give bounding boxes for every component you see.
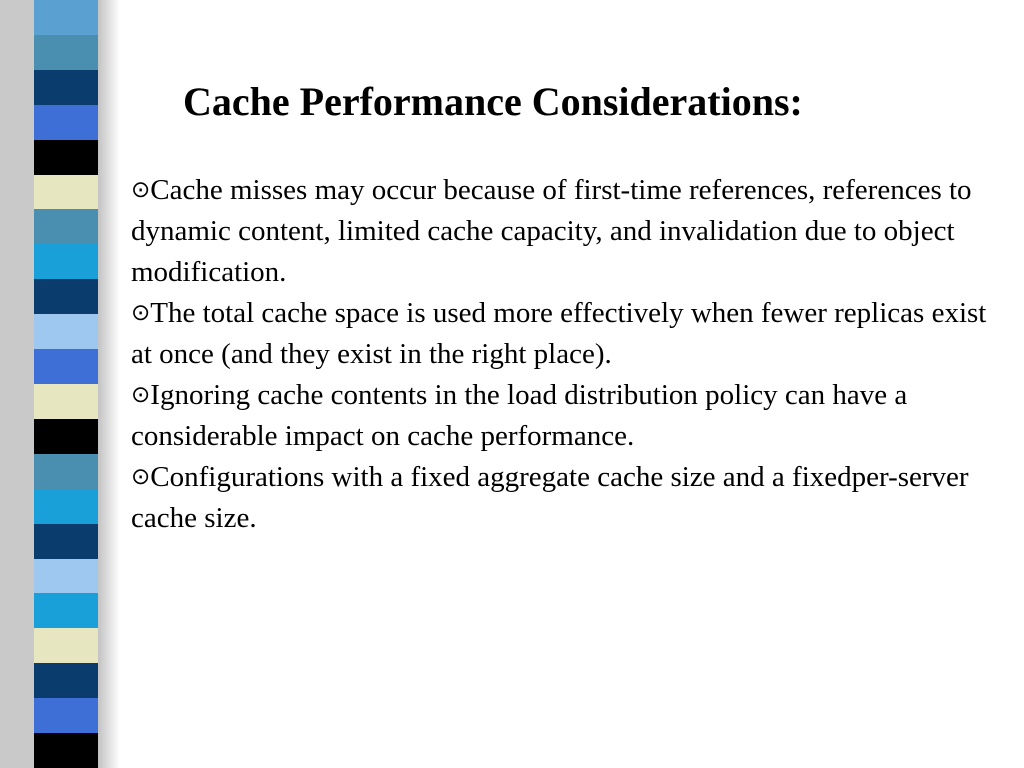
bullet-marker-icon: ⊙ — [131, 464, 151, 490]
bullet-item — [131, 375, 991, 457]
bullet-item — [131, 293, 991, 375]
strip-band — [34, 314, 98, 350]
strip-band — [34, 524, 98, 560]
bullet-item — [131, 457, 991, 539]
bullet-marker-icon: ⊙ — [131, 382, 151, 408]
strip-band — [34, 70, 98, 106]
strip-band — [34, 140, 98, 176]
bullet-marker-icon: ⊙ — [131, 300, 151, 326]
strip-band — [34, 698, 98, 734]
strip-band — [34, 279, 98, 315]
bullet-text: Configurations with a fixed aggregate cache size and a fixedper-server cache size. — [131, 461, 969, 534]
strip-band — [34, 733, 98, 768]
bullet-text: Cache misses may occur because of first-time references, references to dynamic content, limited cache capacity, and invalidation due to object modification. — [131, 174, 972, 288]
bullet-text: The total cache space is used more effectively when fewer replicas exist at once (and they exist in the right place). — [131, 297, 987, 370]
strip-band — [34, 35, 98, 71]
strip-band — [34, 244, 98, 280]
strip-shadow-left — [0, 0, 36, 768]
strip-band — [34, 0, 98, 36]
strip-band — [34, 419, 98, 455]
strip-band — [34, 349, 98, 385]
strip-band — [34, 209, 98, 245]
strip-band — [34, 489, 98, 525]
strip-band — [34, 593, 98, 629]
slide-title: Cache Performance Considerations: — [183, 79, 803, 124]
strip-band — [34, 105, 98, 141]
decorative-strip — [0, 0, 120, 768]
strip-shadow-right — [96, 0, 120, 768]
bullet-marker-icon: ⊙ — [131, 177, 151, 203]
strip-band — [34, 559, 98, 595]
bullet-item — [131, 170, 991, 293]
strip-band — [34, 454, 98, 490]
bullet-list — [131, 170, 991, 539]
bullet-text: Ignoring cache contents in the load distribution policy can have a considerable impact on cache performance. — [131, 379, 908, 452]
strip-band — [34, 175, 98, 211]
strip-band — [34, 628, 98, 664]
strip-band — [34, 663, 98, 699]
strip-band — [34, 384, 98, 420]
